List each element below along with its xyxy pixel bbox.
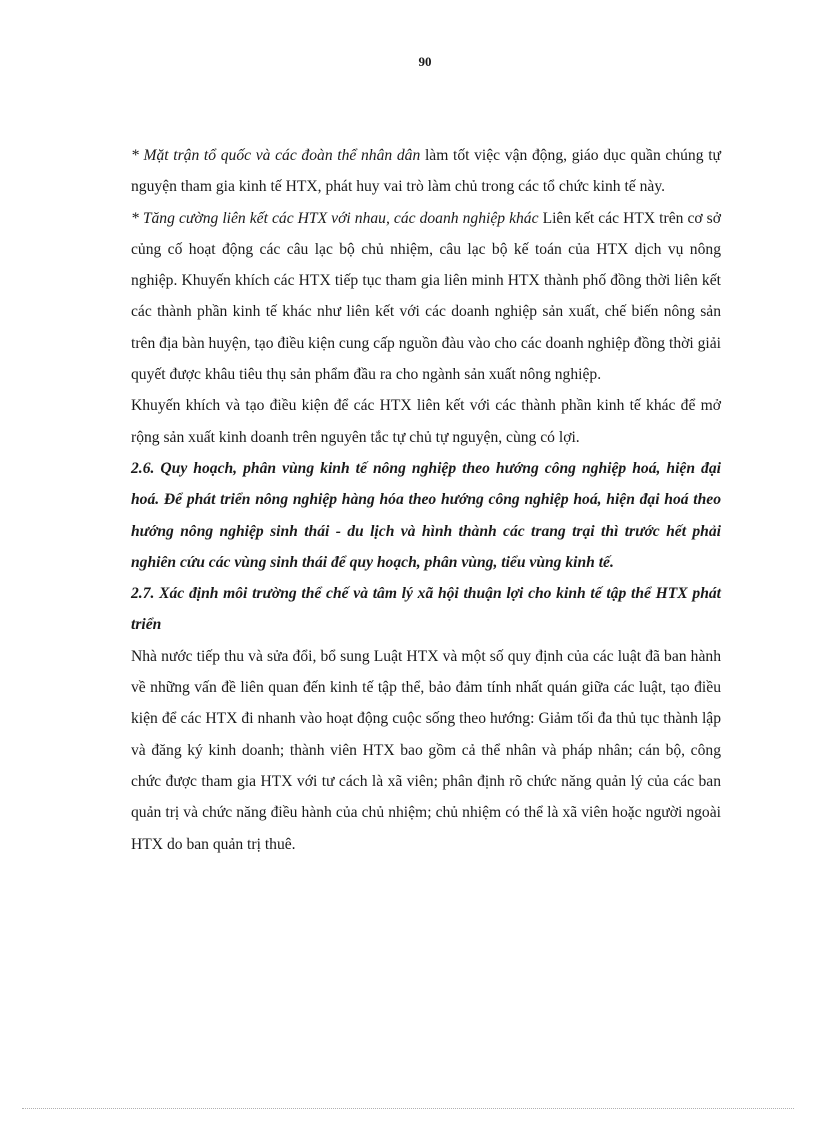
paragraph-text: làm tốt việc vận động, giáo dục quần chúng tự nguyện tham gia kinh tế HTX, phát huy vai trò làm chủ trong các tổ chức kinh tế này. — [131, 147, 721, 196]
paragraph-text: Liên kết các HTX trên cơ sở củng cố hoạt động các câu lạc bộ chủ nhiệm, câu lạc bộ kế toán của HTX dịch vụ nông nghiệp. Khuyến khích các HTX tiếp tục tham gia liên minh HTX thành phố đồng thời liên kết các thành phần kinh tế khác như liên kết với các doanh nghiệp sản xuất, chế biến nông sản trên địa bàn huyện, tạo điều kiện cung cấp nguồn đàu vào cho các doanh nghiệp đồng thời giải quyết được khâu tiêu thụ sản phẩm đầu ra cho ngành sản xuất nông nghiệp. — [131, 209, 721, 384]
paragraph-nha-nuoc — [131, 641, 721, 860]
page-number: 90 — [418, 54, 432, 69]
paragraph-text: Nhà nước tiếp thu và sửa đổi, bổ sung Luật HTX và một số quy định của các luật đã ban hành về những vấn đề liên quan đến kinh tế tập thể, bảo đảm tính nhất quán giữa các luật, tạo điều kiện để các HTX đi nhanh vào hoạt động cuộc sống theo hướng: Giảm tối đa thủ tục thành lập và đăng ký kinh doanh; thành viên HTX bao gồm cả thể nhân và pháp nhân; cán bộ, công chức được tham gia HTX với tư cách là xã viên; phân định rõ chức năng quản lý của các ban quản trị và chức năng điều hành của chủ nhiệm; chủ nhiệm có thể là xã viên hoặc người ngoài HTX do ban quản trị thuê. — [131, 647, 721, 853]
paragraph-lien-ket — [131, 203, 721, 391]
paragraph-lead: * Tăng cường liên kết các HTX với nhau, các doanh nghiệp khác — [131, 209, 539, 227]
document-body — [131, 140, 721, 860]
paragraph-mat-tran — [131, 140, 721, 203]
paragraph-lead: * Mặt trận tổ quốc và các đoàn thể nhân dân — [131, 147, 421, 164]
paragraph-text: Khuyến khích và tạo điều kiện để các HTX liên kết với các thành phần kinh tế khác để mở rộng sản xuất kinh doanh trên nguyên tắc tự chủ tự nguyện, cùng có lợi. — [131, 397, 721, 446]
section-heading-2-7: 2.7. Xác định môi trường thể chế và tâm lý xã hội thuận lợi cho kinh tế tập thể HTX phát triển — [131, 585, 721, 634]
section-heading-2-6: 2.6. Quy hoạch, phân vùng kinh tế nông nghiệp theo hướng công nghiệp hoá, hiện đại hoá. Để phát triển nông nghiệp hàng hóa theo hướng công nghiệp hoá, hiện đại hoá theo hướng nông nghiệp sinh thái - du lịch và hình thành các trang trại thì trước hết phải nghiên cứu các vùng sinh thái để quy hoạch, phân vùng, tiểu vùng kinh tế. — [131, 459, 721, 571]
page-bottom-divider — [22, 1108, 794, 1109]
paragraph-khuyen-khich — [131, 390, 721, 453]
